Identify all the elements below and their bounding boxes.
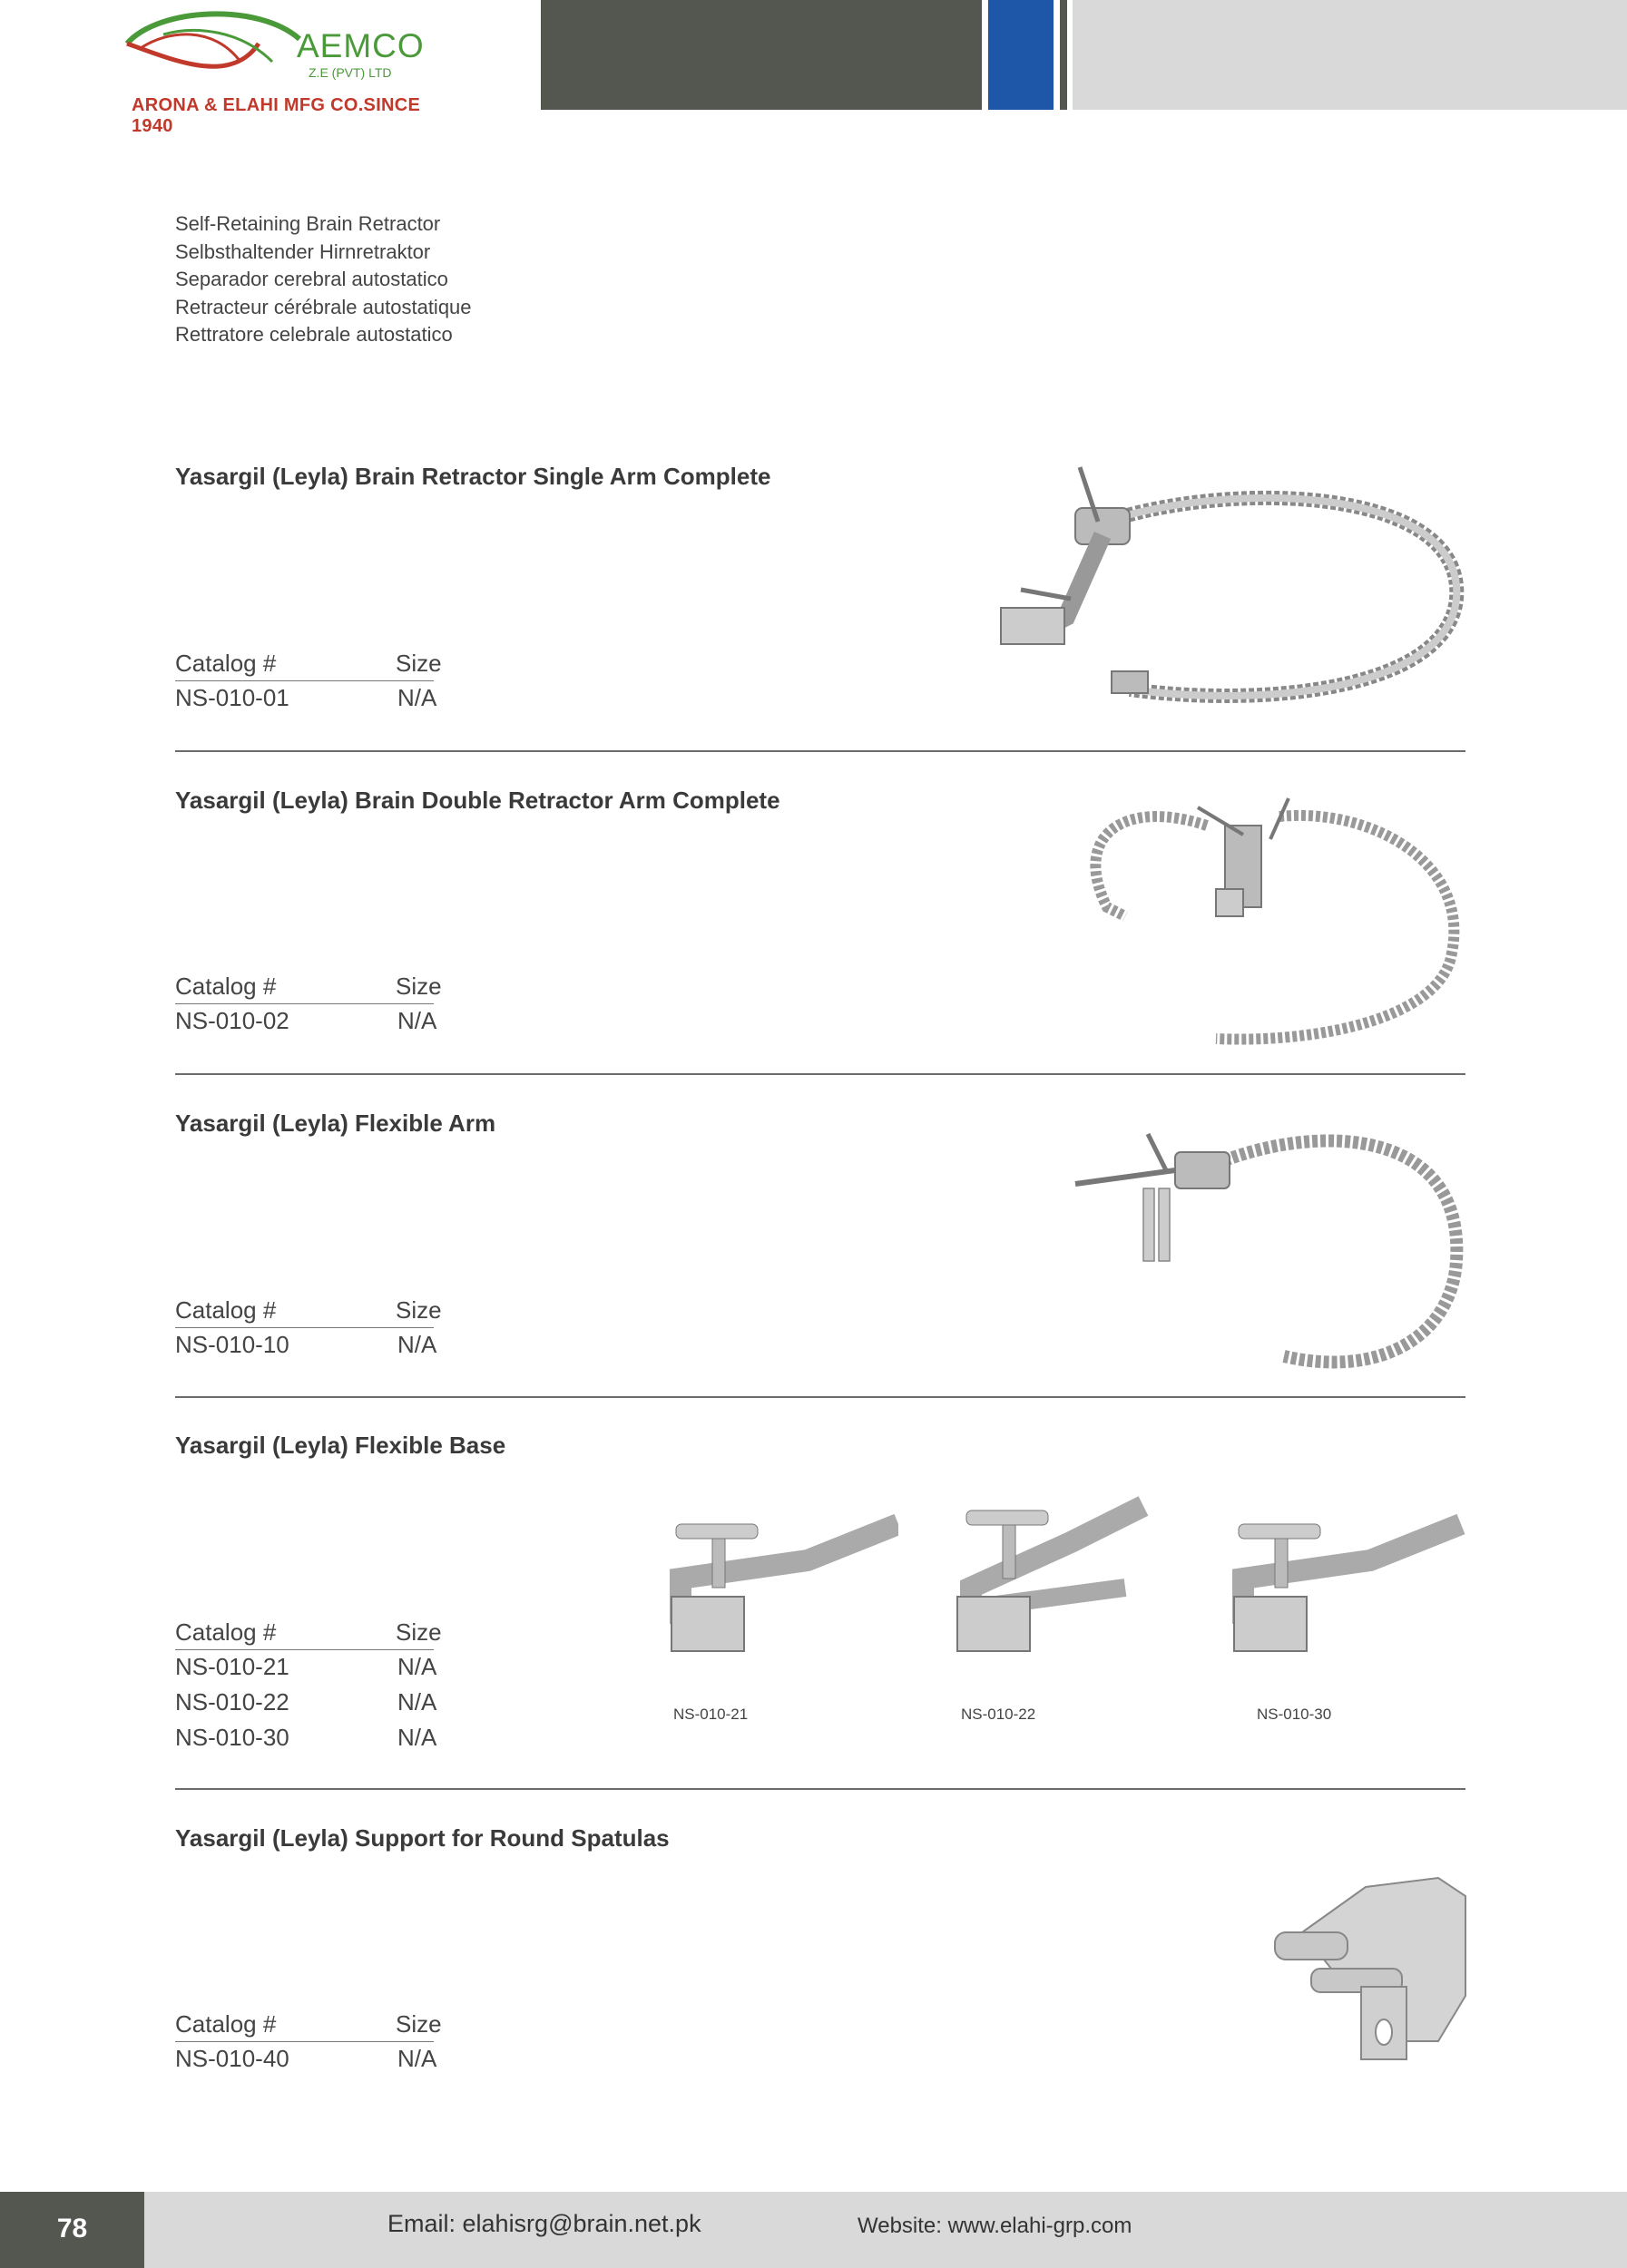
catalog-code: NS-010-02 <box>175 1007 289 1034</box>
catalog-code: NS-010-22 <box>175 1688 289 1716</box>
header-bar-light <box>1073 0 1627 110</box>
intro-line-es: Separador cerebral autostatico <box>175 268 448 290</box>
double-retractor-arm-illustration <box>1071 771 1470 1052</box>
catalog-header: Catalog # <box>175 1296 277 1324</box>
single-retractor-arm-illustration <box>994 454 1470 726</box>
size-header: Size <box>396 2010 442 2038</box>
header-bar-dark <box>541 0 982 110</box>
size-header: Size <box>396 650 442 677</box>
flexible-base-clamp-illustration <box>662 1488 898 1669</box>
catalog-row <box>175 1688 437 1724</box>
catalog-row <box>175 1724 437 1759</box>
section-divider <box>175 750 1465 752</box>
intro-line-it: Rettratore celebrale autostatico <box>175 323 453 346</box>
catalog-row <box>175 1331 437 1366</box>
image-caption: NS-010-22 <box>961 1706 1036 1723</box>
catalog-size: N/A <box>397 684 437 711</box>
page-number: 78 <box>56 2214 88 2244</box>
catalog-table-header <box>175 648 442 681</box>
brand-name: AEMCO <box>297 27 425 64</box>
catalog-size: N/A <box>397 1653 437 1680</box>
catalog-row <box>175 684 437 719</box>
catalog-size: N/A <box>397 1007 437 1034</box>
catalog-header: Catalog # <box>175 650 277 677</box>
product-title: Yasargil (Leyla) Flexible Base <box>175 1432 506 1459</box>
catalog-row <box>175 2045 437 2080</box>
size-header: Size <box>396 1618 442 1646</box>
catalog-size: N/A <box>397 1331 437 1358</box>
intro-line-fr: Retracteur cérébrale autostatique <box>175 295 472 318</box>
catalog-row <box>175 1007 437 1042</box>
product-intro <box>175 210 472 349</box>
catalog-size: N/A <box>397 1688 437 1716</box>
image-caption: NS-010-21 <box>673 1706 749 1723</box>
brand-subtitle: Z.E (PVT) LTD <box>309 65 392 80</box>
product-title: Yasargil (Leyla) Brain Retractor Single Arm Complete <box>175 463 771 490</box>
header-bar-thin <box>1060 0 1067 110</box>
catalog-code: NS-010-30 <box>175 1724 289 1751</box>
catalog-header: Catalog # <box>175 1618 277 1646</box>
section-divider <box>175 1788 1465 1790</box>
flexible-arm-illustration <box>1066 1098 1470 1379</box>
catalog-table-header <box>175 1295 442 1328</box>
catalog-size: N/A <box>397 1724 437 1751</box>
intro-line-en: Self-Retaining Brain Retractor <box>175 212 441 235</box>
image-caption: NS-010-30 <box>1257 1706 1332 1723</box>
catalog-table-header <box>175 1617 442 1650</box>
footer-website[interactable]: Website: www.elahi-grp.com <box>858 2214 1132 2238</box>
product-title: Yasargil (Leyla) Flexible Arm <box>175 1110 496 1137</box>
catalog-header: Catalog # <box>175 973 277 1000</box>
intro-line-de: Selbsthaltender Hirnretraktor <box>175 240 431 263</box>
flexible-base-clamp-illustration <box>953 1488 1189 1669</box>
brand-tagline: ARONA & ELAHI MFG CO.SINCE 1940 <box>132 95 421 136</box>
section-divider <box>175 1073 1465 1075</box>
catalog-row <box>175 1653 437 1688</box>
catalog-code: NS-010-40 <box>175 2045 289 2072</box>
page-number-box <box>0 2192 144 2268</box>
size-header: Size <box>396 1296 442 1324</box>
catalog-header: Catalog # <box>175 2010 277 2038</box>
catalog-table-header <box>175 2009 442 2042</box>
section-divider <box>175 1396 1465 1398</box>
catalog-code: NS-010-21 <box>175 1653 289 1680</box>
logo-leaf-icon <box>123 7 304 89</box>
footer-email[interactable]: Email: elahisrg@brain.net.pk <box>387 2210 701 2237</box>
product-title: Yasargil (Leyla) Support for Round Spatulas <box>175 1824 670 1852</box>
catalog-table-header <box>175 971 442 1004</box>
company-logo <box>123 7 449 136</box>
header-bar-blue <box>988 0 1054 110</box>
catalog-code: NS-010-10 <box>175 1331 289 1358</box>
catalog-size: N/A <box>397 2045 437 2072</box>
product-title: Yasargil (Leyla) Brain Double Retractor Arm Complete <box>175 787 780 814</box>
size-header: Size <box>396 973 442 1000</box>
spatula-support-illustration <box>1266 1851 1475 2068</box>
flexible-base-clamp-illustration <box>1225 1488 1470 1669</box>
catalog-code: NS-010-01 <box>175 684 289 711</box>
